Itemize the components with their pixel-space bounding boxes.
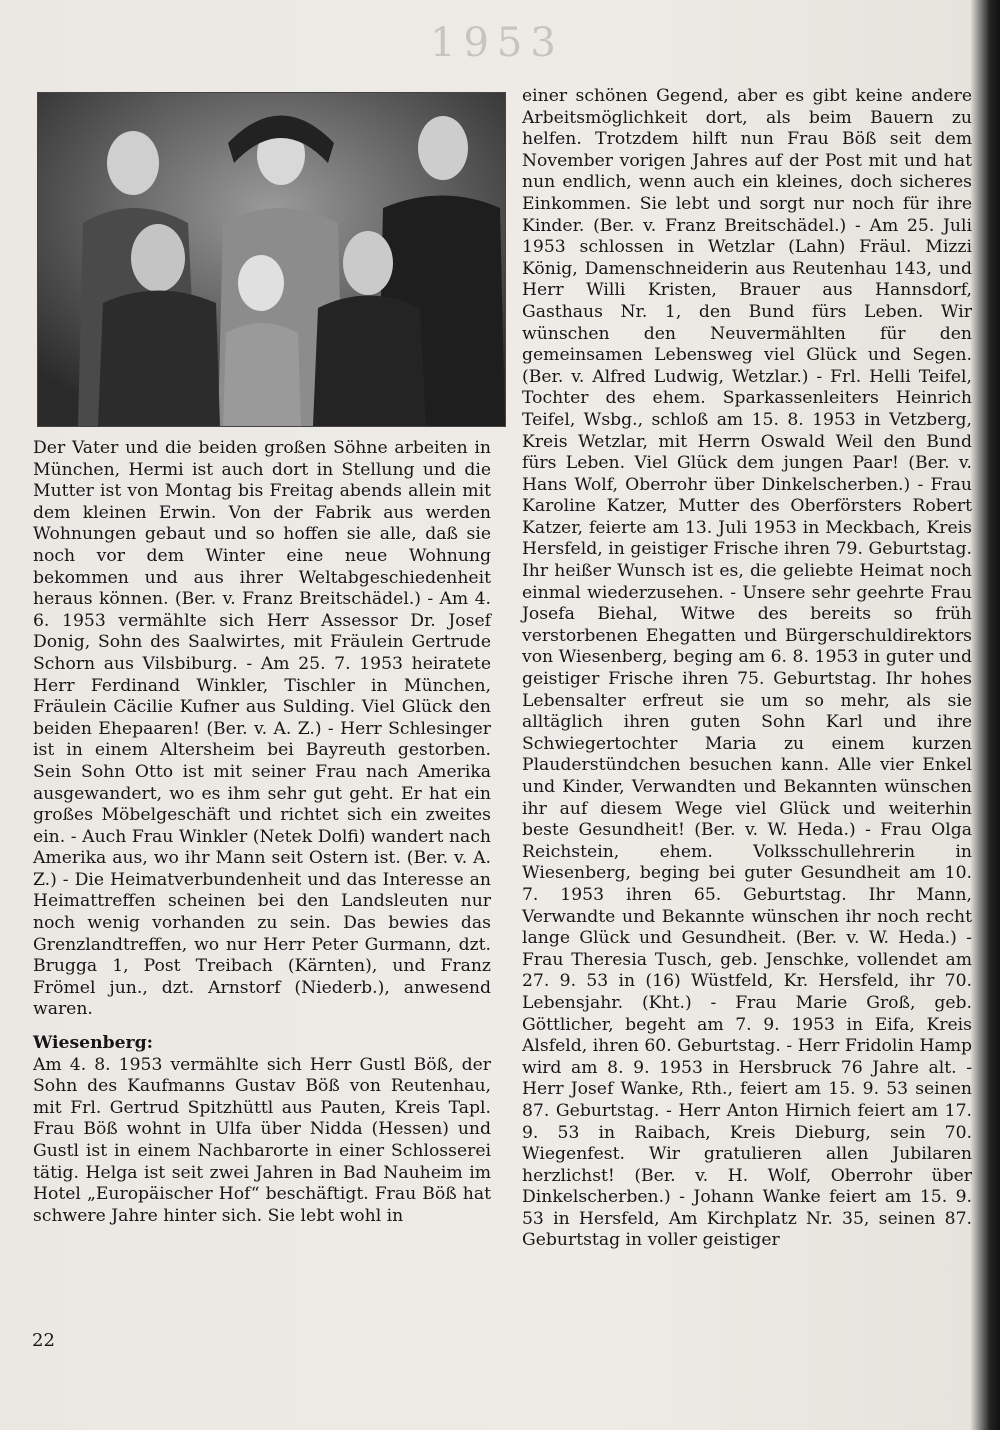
section-heading: Wiesenberg:	[33, 1033, 153, 1054]
archive-stamp: 1953	[430, 20, 564, 66]
article-paragraph: Der Vater und die beiden großen Söhne arbeiten in München, Hermi ist auch dort in Stellung und die Mutter ist von Montag bis Freitag abends allein mit dem kleinen Erwin. Von der Fabrik aus werden Wohnungen gebaut und so hoffen sie alle, daß sie noch vor dem Winter eine neue Wohnung bekommen und aus ihrer Weltabgeschiedenheit heraus können. (Ber. v. Franz Breitschädel.) - Am 4. 6. 1953 vermählte sich Herr Assessor Dr. Josef Donig, Sohn des Saalwirtes, mit Fräulein Gertrude Schorn aus Vilsbiburg. - Am 25. 7. 1953 heiratete Herr Ferdinand Winkler, Tischler in München, Fräulein Cäcilie Kufner aus Sulding. Viel Glück den beiden Ehepaaren! (Ber. v. A. Z.) - Herr Schlesinger ist in einem Altersheim bei Bayreuth gestorben. Sein Sohn Otto ist mit seiner Frau nach Amerika ausgewandert, wo es ihm sehr gut geht. Er hat ein großes Möbelgeschäft und richtet sich ein zweites ein. - Auch Frau Winkler (Netek Dolfi) wandert nach Amerika aus, wo ihr Mann seit Ostern ist. (Ber. v. A. Z.) - Die Heimatverbundenheit und das Interesse an Heimattreffen scheinen bei den Landsleuten nur noch wenig vorhanden zu sein. Das bewies das Grenzlandtreffen, wo nur Herr Peter Gurmann, dzt. Brugga 1, Post Treibach (Kärnten), und Franz Frömel jun., dzt. Arnstorf (Niederb.), anwesend waren.	[33, 438, 491, 1020]
article-paragraph: einer schönen Gegend, aber es gibt keine andere Arbeitsmöglichkeit dort, als beim Bauern zu helfen. Trotzdem hilft nun Frau Böß seit dem November vorigen Jahres auf der Post mit und hat nun endlich, wenn auch ein kleines, doch sicheres Einkommen. Sie lebt und sorgt nur noch für ihre Kinder. (Ber. v. Franz Breitschädel.) - Am 25. Juli 1953 schlossen in Wetzlar (Lahn) Fräul. Mizzi König, Damenschneiderin aus Reutenhau 143, und Herr Willi Kristen, Brauer aus Hannsdorf, Gasthaus Nr. 1, den Bund fürs Leben. Wir wünschen den Neuvermählten für den gemeinsamen Lebensweg viel Glück und Segen. (Ber. v. Alfred Ludwig, Wetzlar.) - Frl. Helli Teifel, Tochter des ehem. Sparkassenleiters Heinrich Teifel, Wsbg., schloß am 15. 8. 1953 in Vetzberg, Kreis Wetzlar, mit Herrn Oswald Weil den Bund fürs Leben. Viel Glück dem jungen Paar! (Ber. v. Hans Wolf, Oberrohr über Dinkelscherben.) - Frau Karoline Katzer, Mutter des Oberförsters Robert Katzer, feierte am 13. Juli 1953 in Meckbach, Kreis Hersfeld, in geistiger Frische ihren 79. Geburtstag. Ihr heißer Wunsch ist es, die geliebte Heimat noch einmal wiederzusehen. - Unsere sehr geehrte Frau Josefa Biehal, Witwe des bereits so früh verstorbenen Ehegatten und Bürgerschuldirektors von Wiesenberg, beging am 6. 8. 1953 in guter und geistiger Frische ihren 75. Geburtstag. Ihr hohes Lebensalter erfreut sie um so mehr, als sie alltäglich ihren guten Sohn Karl und ihre Schwiegertochter Maria zu einem kurzen Plauderstündchen besuchen kann. Alle vier Enkel und Kinder, Verwandten und Bekannten wünschen ihr auf diesem Wege viel Glück und weiterhin beste Gesundheit! (Ber. v. W. Heda.) - Frau Olga Reichstein, ehem. Volksschullehrerin in Wiesenberg, beging bei guter Gesundheit am 10. 7. 1953 ihren 65. Geburtstag. Ihr Mann, Verwandte und Bekannte wünschen ihr noch recht lange Glück und Gesundheit. (Ber. v. W. Heda.) - Frau Theresia Tusch, geb. Jenschke, vollendet am 27. 9. 53 in (16) Wüstfeld, Kr. Hersfeld, ihr 70. Lebensjahr. (Kht.) - Frau Marie Groß, geb. Göttlicher, begeht am 7. 9. 1953 in Eifa, Kreis Alsfeld, ihren 60. Geburtstag. - Herr Fridolin Hamp wird am 8. 9. 1953 in Hersbruck 76 Jahre alt. - Herr Josef Wanke, Rth., feiert am 15. 9. 53 seinen 87. Geburtstag. - Herr Anton Hirnich feiert am 17. 9. 53 in Raibach, Kreis Dieburg, sein 70. Wiegenfest. Wir gratulieren allen Jubilaren herzlichst! (Ber. v. H. Wolf, Oberrohr über Dinkelscherben.) - Johann Wanke feiert am 15. 9. 53 in Hersfeld, Am Kirchplatz Nr. 35, seinen 87. Geburtstag in voller geistiger	[522, 86, 972, 1251]
family-photo	[37, 92, 506, 427]
left-column	[33, 438, 491, 1227]
page-number: 22	[32, 1330, 55, 1351]
family-photo-image	[38, 93, 505, 426]
right-column	[522, 86, 972, 1252]
article-paragraph: Am 4. 8. 1953 vermählte sich Herr Gustl Böß, der Sohn des Kaufmanns Gustav Böß von Reutenhau, mit Frl. Gertrud Spitzhüttl aus Pauten, Kreis Tapl. Frau Böß wohnt in Ulfa über Nidda (Hessen) und Gustl ist in einem Nachbarorte in einer Schlosserei tätig. Helga ist seit zwei Jahren in Bad Nauheim im Hotel „Europäischer Hof“ beschäftigt. Frau Böß hat schwere Jahre hinter sich. Sie lebt wohl in	[33, 1054, 491, 1226]
